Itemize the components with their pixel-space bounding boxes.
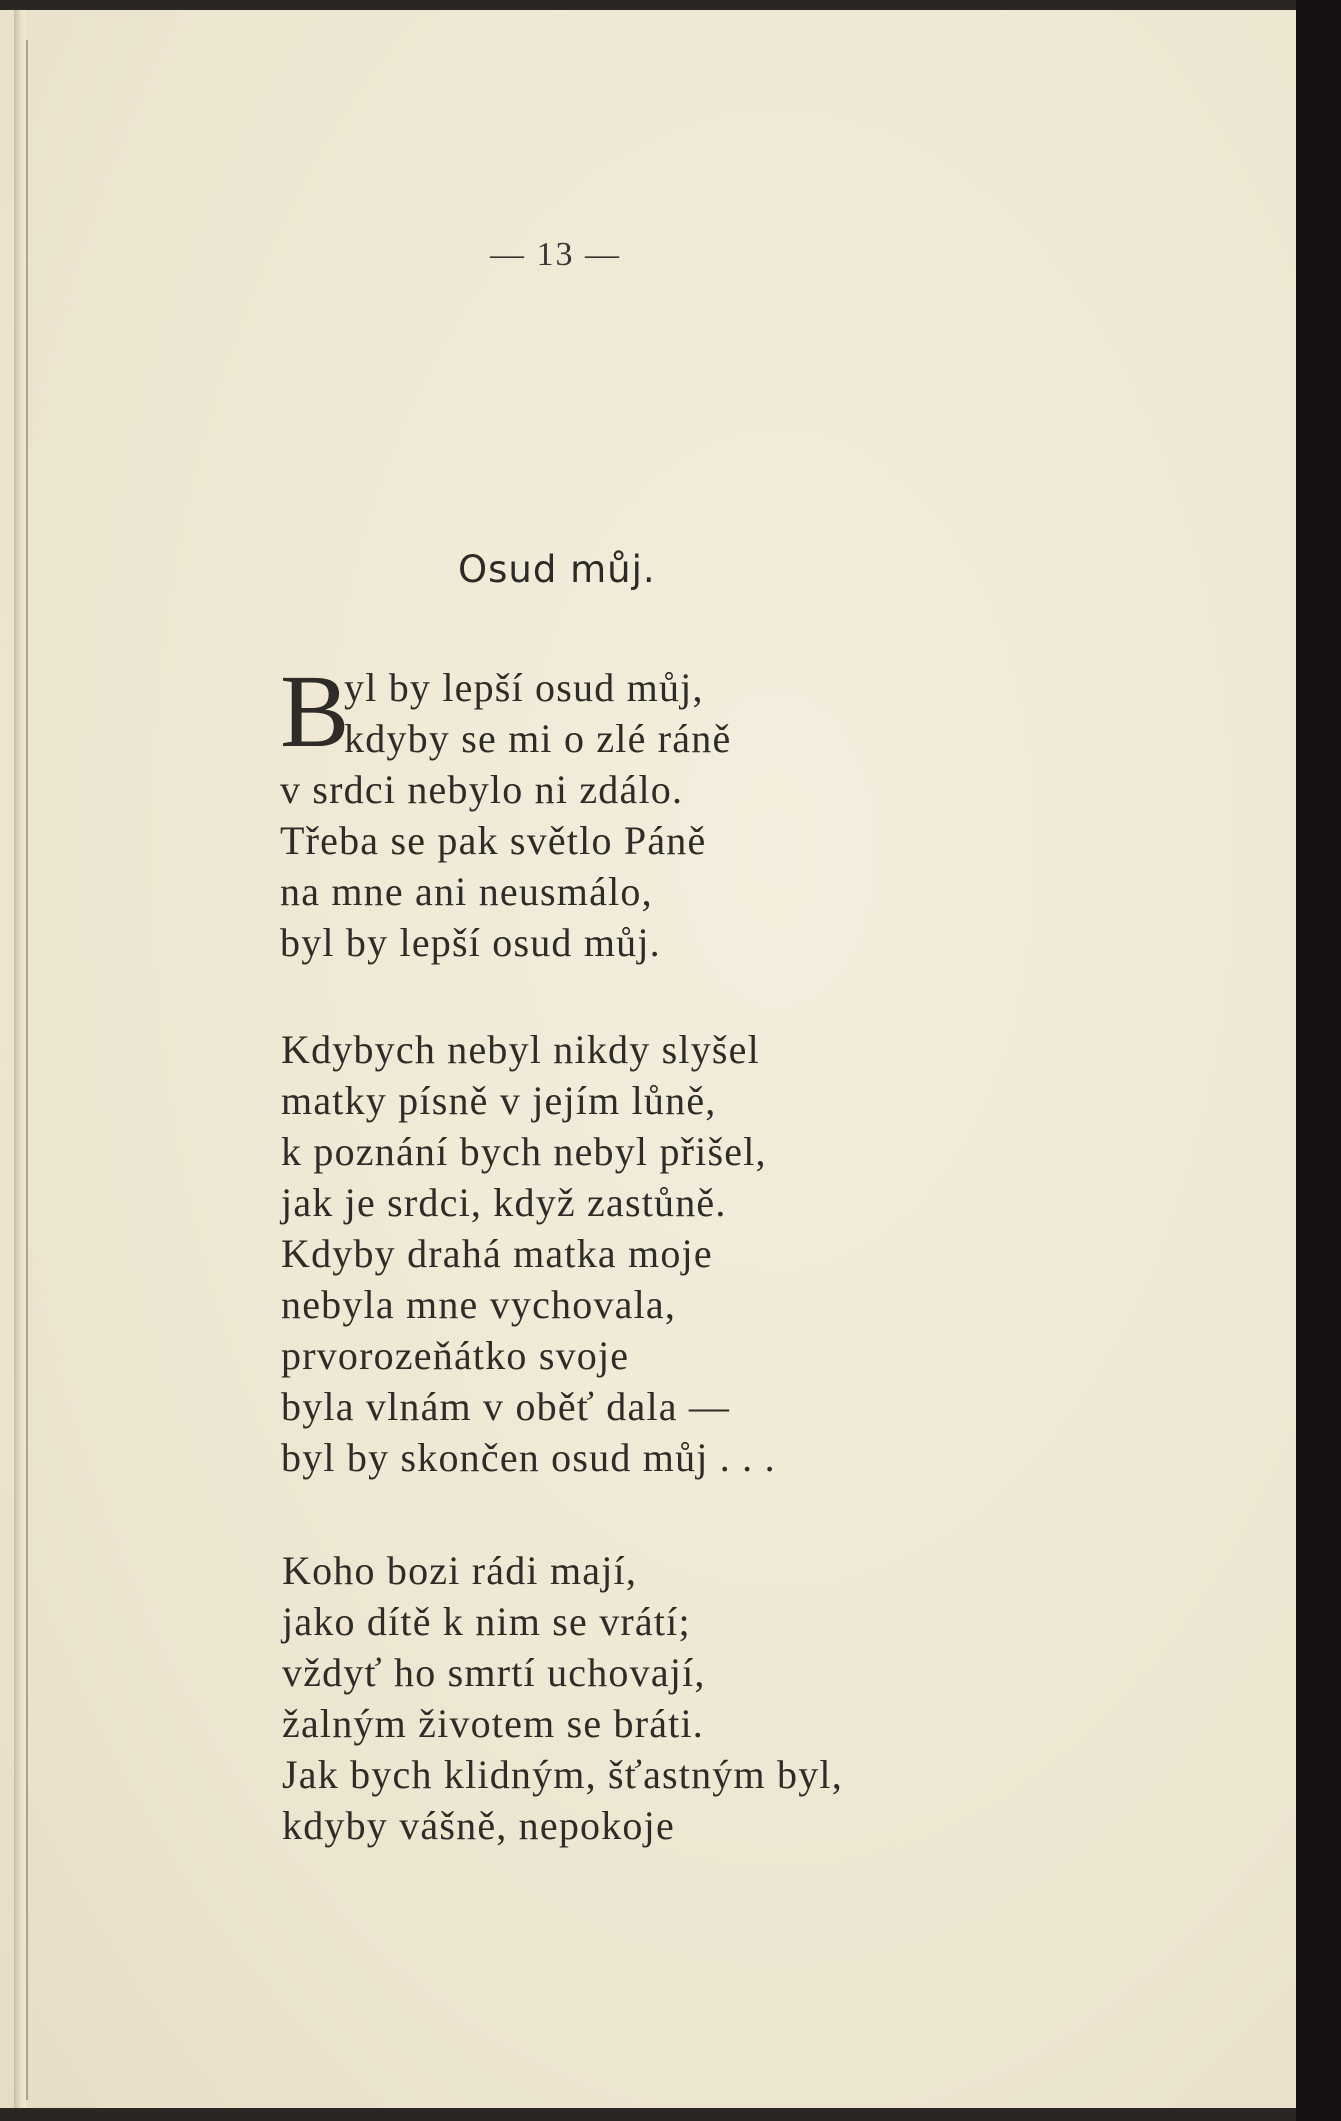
stanza-1 bbox=[280, 654, 1280, 968]
poem-line: jako dítě k nim se vrátí; bbox=[282, 1599, 691, 1644]
poem-line: Koho bozi rádi mají, bbox=[282, 1548, 638, 1593]
poem-line: Třeba se pak světlo Páně bbox=[280, 818, 707, 863]
poem-line: byl by lepší osud můj. bbox=[280, 920, 661, 965]
poem-line: jak je srdci, když zastůně. bbox=[281, 1180, 727, 1225]
poem-line: k poznání bych nebyl přišel, bbox=[281, 1129, 767, 1174]
poem-line: nebyla mne vychovala, bbox=[281, 1282, 677, 1327]
page-edge-shadow bbox=[1296, 0, 1341, 2121]
poem-line: yl by lepší osud můj, bbox=[344, 665, 704, 710]
poem-line: kdyby se mi o zlé ráně bbox=[344, 716, 732, 761]
poem-line: byl by skončen osud můj . . . bbox=[281, 1435, 776, 1480]
drop-cap: B bbox=[280, 654, 350, 769]
poem-line: Jak bych klidným, šťastným byl, bbox=[282, 1752, 843, 1797]
gutter-line bbox=[26, 40, 28, 2100]
stanza-2 bbox=[281, 1024, 1281, 1483]
page-number: — 13 — bbox=[490, 236, 621, 273]
poem-line: prvorozeňátko svoje bbox=[281, 1333, 630, 1378]
poem-line: kdyby vášně, nepokoje bbox=[282, 1803, 675, 1848]
poem-title: Osud můj. bbox=[458, 548, 656, 591]
poem-line: v srdci nebylo ni zdálo. bbox=[280, 767, 684, 812]
poem-line: byla vlnám v oběť dala — bbox=[281, 1384, 731, 1429]
stanza-3 bbox=[282, 1545, 1282, 1851]
poem-line: žalným životem se bráti. bbox=[282, 1701, 705, 1746]
poem-line: matky písně v jejím lůně, bbox=[281, 1078, 717, 1123]
poem-line: na mne ani neusmálo, bbox=[280, 869, 653, 914]
page-gutter bbox=[14, 10, 26, 2108]
poem-line: vždyť ho smrtí uchovají, bbox=[282, 1650, 706, 1695]
poem-line: Kdyby drahá matka moje bbox=[281, 1231, 713, 1276]
poem-line: Kdybych nebyl nikdy slyšel bbox=[281, 1027, 760, 1072]
